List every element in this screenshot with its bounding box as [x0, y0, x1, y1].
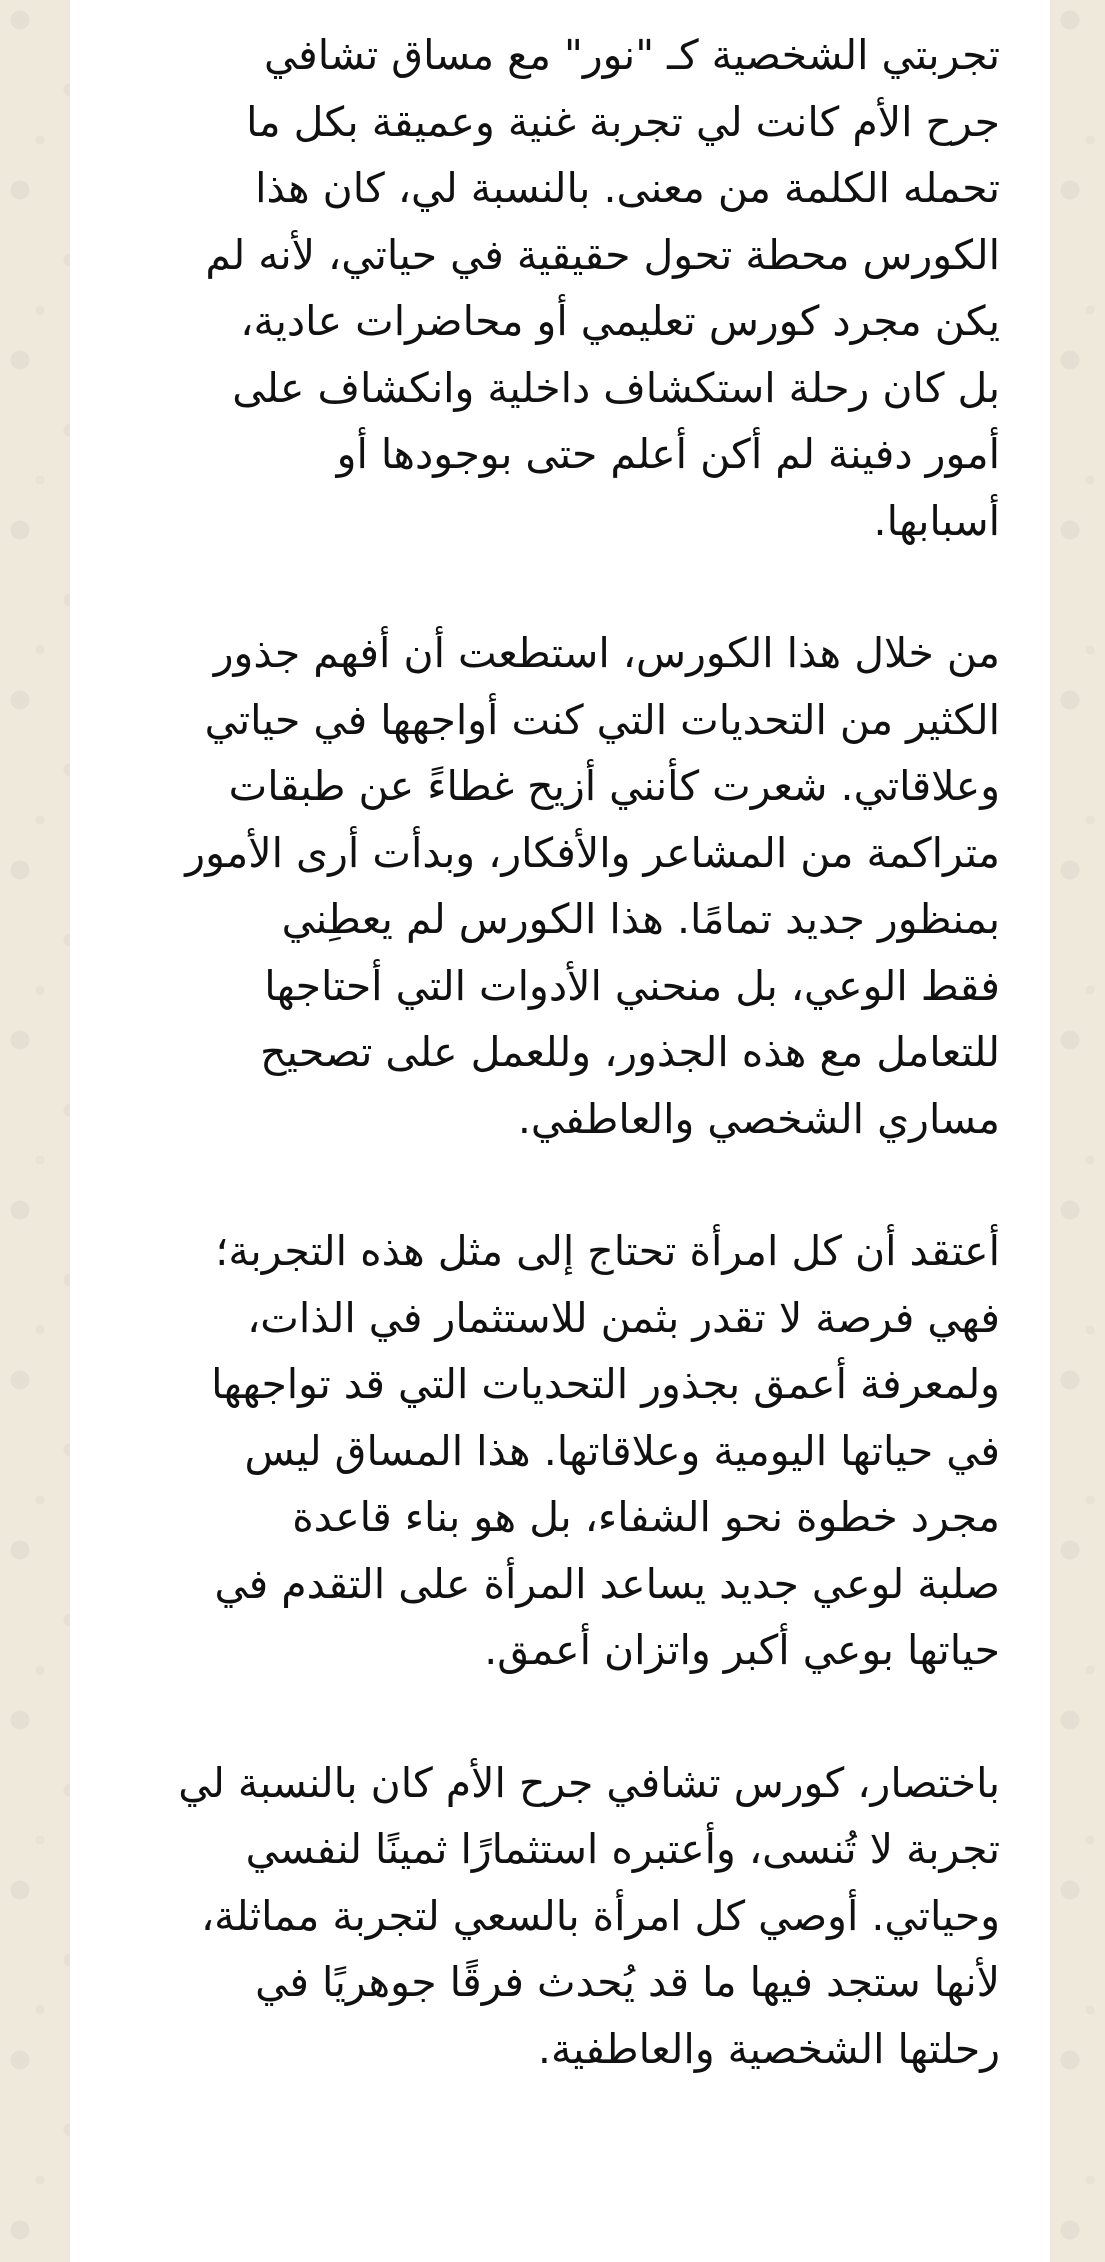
message-line: صلبة لوعي جديد يساعد المرأة على التقدم في	[214, 1559, 1000, 1608]
message-line: ولمعرفة أعمق بجذور التحديات التي قد تواجهها	[211, 1360, 1000, 1408]
message-line: أعتقد أن كل امرأة تحتاج إلى مثل هذه التجربة؛	[215, 1227, 1000, 1275]
message-line: وحياتي. أوصي كل امرأة بالسعي لتجربة مماثلة،	[200, 1891, 1000, 1940]
message-line: تجربة لا تُنسى، وأعتبره استثمارًا ثمينًا لنفسي	[245, 1825, 1000, 1873]
message-line: جرح الأم كانت لي تجربة غنية وعميقة بكل ما	[246, 97, 1000, 146]
message-line: رحلتها الشخصية والعاطفية.	[537, 2024, 1000, 2073]
message-paragraph-2	[100, 620, 1000, 1152]
message-line: من خلال هذا الكورس، استطعت أن أفهم جذور	[213, 629, 1000, 677]
message-line: في حياتها اليومية وعلاقاتها. هذا المساق ليس	[244, 1426, 1000, 1475]
message-line: أسبابها.	[873, 496, 1000, 545]
message-text	[100, 0, 1000, 2082]
message-line: للتعامل مع هذه الجذور، وللعمل على تصحيح	[260, 1028, 1000, 1076]
message-paragraph-1	[100, 22, 1000, 554]
message-line: باختصار، كورس تشافي جرح الأم كان بالنسبة لي	[178, 1758, 1000, 1807]
message-line: متراكمة من المشاعر والأفكار، وبدأت أرى الأمور	[185, 828, 1000, 877]
message-line: الكورس محطة تحول حقيقية في حياتي، لأنه لم	[205, 230, 1000, 279]
message-paragraph-4	[100, 1750, 1000, 2083]
message-line: أمور دفينة لم أكن أعلم حتى بوجودها أو	[336, 430, 1000, 478]
message-line: بل كان رحلة استكشاف داخلية وانكشاف على	[232, 363, 1000, 412]
message-line: تجربتي الشخصية كـ "نور" مع مساق تشافي	[264, 31, 1000, 79]
message-line: وعلاقاتي. شعرت كأنني أزيح غطاءً عن طبقات	[228, 762, 1000, 810]
message-line: مجرد خطوة نحو الشفاء، بل هو بناء قاعدة	[292, 1493, 1000, 1541]
message-line: لأنها ستجد فيها ما قد يُحدث فرقًا جوهريًا في	[255, 1958, 1000, 2006]
message-line: فقط الوعي، بل منحني الأدوات التي أحتاجها	[264, 961, 1000, 1010]
message-line: تحمله الكلمة من معنى. بالنسبة لي، كان هذا	[255, 164, 1000, 212]
message-line: حياتها بوعي أكبر واتزان أعمق.	[484, 1626, 1000, 1674]
message-line: يكن مجرد كورس تعليمي أو محاضرات عادية،	[240, 297, 1000, 345]
message-bubble[interactable]	[70, 0, 1050, 2262]
message-paragraph-3	[100, 1218, 1000, 1684]
message-line: فهي فرصة لا تقدر بثمن للاستثمار في الذات،	[247, 1293, 1000, 1342]
message-line: مساري الشخصي والعاطفي.	[517, 1094, 1000, 1143]
message-line: الكثير من التحديات التي كنت أواجهها في حياتي	[204, 695, 1000, 744]
message-line: بمنظور جديد تمامًا. هذا الكورس لم يعطِني	[281, 895, 1000, 943]
